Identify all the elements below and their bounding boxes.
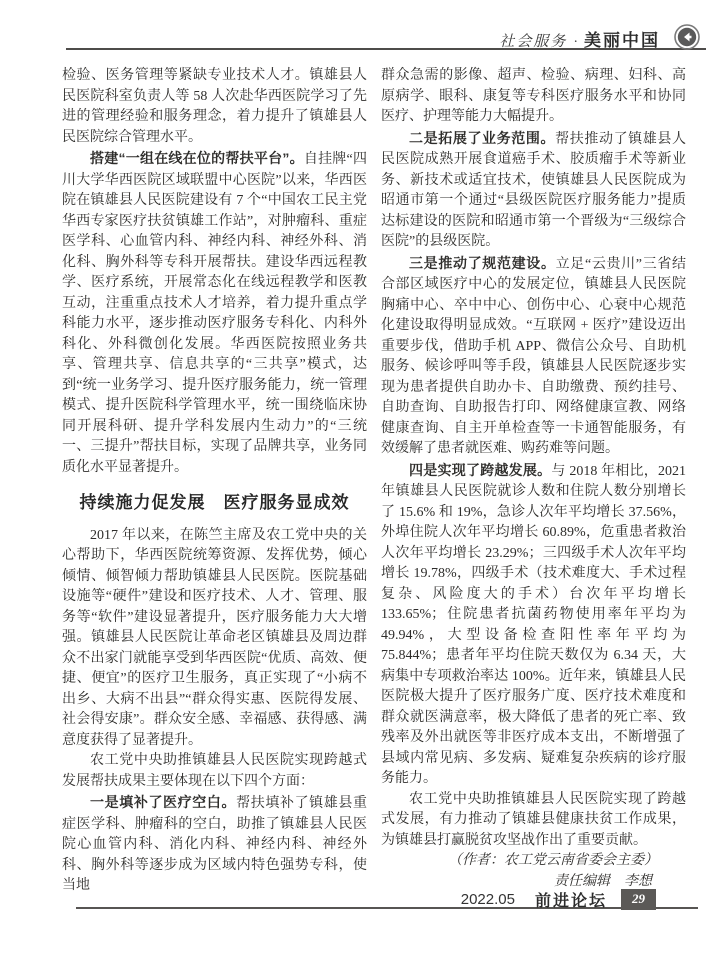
page-footer — [461, 888, 656, 911]
paragraph-since-2017: 2017 年以来，在陈竺主席及农工党中央的关心帮助下，华西医院统筹资源、发挥优势，倾心倾情、倾智倾力帮助镇雄县人民医院。医院基础设施等“硬件”建设和医疗技术、人才、管理、服务等“软件”建设显著提升，医疗服务能力大大增强。镇雄县人民医院让革命老区镇雄县及周边群众不出家门就能享受到华西医院“优质、高效、便捷、便宜”的医疗卫生服务，真正实现了“小病不出乡、大病不出县”“群众得实惠、医院得发展、社会得安康”。群众安全感、幸福感、获得感、满意度获得了显著提升。 — [62, 527, 367, 748]
section-heading: 持续施力促发展 医疗服务显成效 — [79, 493, 350, 512]
paragraph-platform: 搭建“一组在线在位的帮扶平台”。自挂牌“四川大学华西医院区域联盟中心医院”以来，华西医院在镇雄县人民医院建设有 7 个“中国农工民主党华西专家医疗扶贫镇雄工作站”，对肿瘤科、重症医学科、心血管内科、神经内科、神经外科、消化科、胸外科等专科开展帮扶。建设华西远程教学、医疗系统，开展常态化在线远程教学和医教互动，注重重点技术人才培养，着力提升重点学科能力水平，逐步推动医疗服务专科化、内科外科化、外科微创化发展。华西医院按照业务共享、管理共享、信息共享的“三共享”模式，达到“统一业务学习、提升医疗服务能力，统一管理模式、提升医院科学管理水平，统一围绕临床协同开展科研、提升学科发展内生动力”的“三统一、三提升”帮扶目标，实现了品牌共享，业务同质化水平显著提升。 — [62, 150, 367, 475]
left-column — [62, 66, 367, 897]
journal-name: 前进论坛 — [534, 893, 607, 910]
editor-line: 责任编辑 李想 — [554, 873, 652, 889]
header-separator: · — [573, 35, 578, 50]
paragraph-aspect-three: 三是推动了规范建设。立足“云贵川”三省结合部区域医疗中心的发展定位，镇雄县人民医院胸痛中心、卒中中心、创伤中心、心衰中心规范化建设取得明显成效。“互联网 + 医疗”建设迈出重要步伐，借助手机 APP、微信公众号、自助机服务、候诊呼叫等手段，镇雄县人民医院逐步实现为患者提供自助办卡、自助缴费、预约挂号、自助查询、自助报告打印、网络健康宣教、网络健康查询、自主开单检查等一卡通智能服务，有效缓解了患者就医难、购药难等问题。 — [381, 254, 687, 456]
paragraph-aspect-two: 二是拓展了业务范围。帮扶推动了镇雄县人民医院成熟开展食道癌手术、胶质瘤手术等新业务、新技术或适宜技术，使镇雄县人民医院成为昭通市第一个通过“县级医院医疗服务能力”提质达标建设的医院和昭通市第一个晋级为“三级综合医院”的县级医院。 — [381, 129, 687, 249]
paragraph-four-aspects-intro: 农工党中央助推镇雄县人民医院实现跨越式发展帮扶成果主要体现在以下四个方面： — [62, 753, 367, 789]
run-in-subhead: 四是实现了跨越发展。 — [409, 461, 552, 478]
paragraph-aspect-one: 一是填补了医疗空白。帮扶填补了镇雄县重症医学科、肿瘤科的空白，助推了镇雄县人民医院心血管内科、消化内科、神经内科、神经外科、胸外科等逐步成为区域内特色强势专科，使当地 — [62, 794, 368, 893]
author-line: （作者：农工党云南省委会主委） — [448, 853, 658, 868]
page-number-badge: 29 — [621, 889, 656, 910]
paragraph-aspect-four: 四是实现了跨越发展。与 2018 年相比，2021 年镇雄县人民医院就诊人数和住院人数分别增长了 15.6% 和 19%，急诊人次年平均增长 37.56%，外埠住院人次年平均增长 60.89%，危重患者救治人次年平均增长 23.29%；三四级手术人次年平均增长 19.78%，四级手术（技术难度大、手术过程复杂、风险度大的手术）台次年平均增长 133.65%；住院患者抗菌药物使用率年平均为 49.94%，大型设备检查阳性率年平均为 75.844%；患者年平均住院天数仅为 6.34 天，大病集中专项救治率达 100%。近年来，镇雄县人民医院极大提升了医疗服务广度、医疗技术难度和群众就医满意率，极大降低了患者的死亡率、致残率及外出就医等非医疗成本支出，不断增强了县域内常见病、多发病、疑难复杂疾病的诊疗服务能力。 — [381, 461, 687, 786]
header-brand-label: 美丽中国 — [584, 31, 660, 50]
run-in-subhead: 三是推动了规范建设。 — [409, 254, 556, 271]
paragraph-continuation: 群众急需的影像、超声、检验、病理、妇科、高原病学、眼科、康复等专科医疗服务水平和协同医疗、护理等能力大幅提升。 — [381, 68, 686, 124]
article-body — [62, 66, 686, 897]
run-in-subhead: 二是拓展了业务范围。 — [409, 129, 556, 146]
header-category-label: 社会服务 — [499, 34, 568, 50]
run-in-subhead: 一是填补了医疗空白。 — [90, 794, 237, 810]
run-in-subhead: 搭建“一组在线在位的帮扶平台”。 — [90, 150, 304, 166]
journal-logo-icon — [674, 24, 700, 50]
paragraph-conclusion: 农工党中央助推镇雄县人民医院实现了跨越式发展，有力推动了镇雄县健康扶贫工作成果，为镇雄县打赢脱贫攻坚战作出了重要贡献。 — [381, 791, 686, 848]
issue-date: 2022.05 — [460, 891, 515, 908]
paragraph-continuation: 检验、医务管理等紧缺专业技术人才。镇雄县人民医院科室负责人等 58 人次赴华西医院学习了先进的管理经验和服务理念，着力提升了镇雄县人民医院综合管理水平。 — [62, 68, 367, 145]
right-column — [381, 66, 686, 897]
header-section-title — [499, 26, 660, 51]
